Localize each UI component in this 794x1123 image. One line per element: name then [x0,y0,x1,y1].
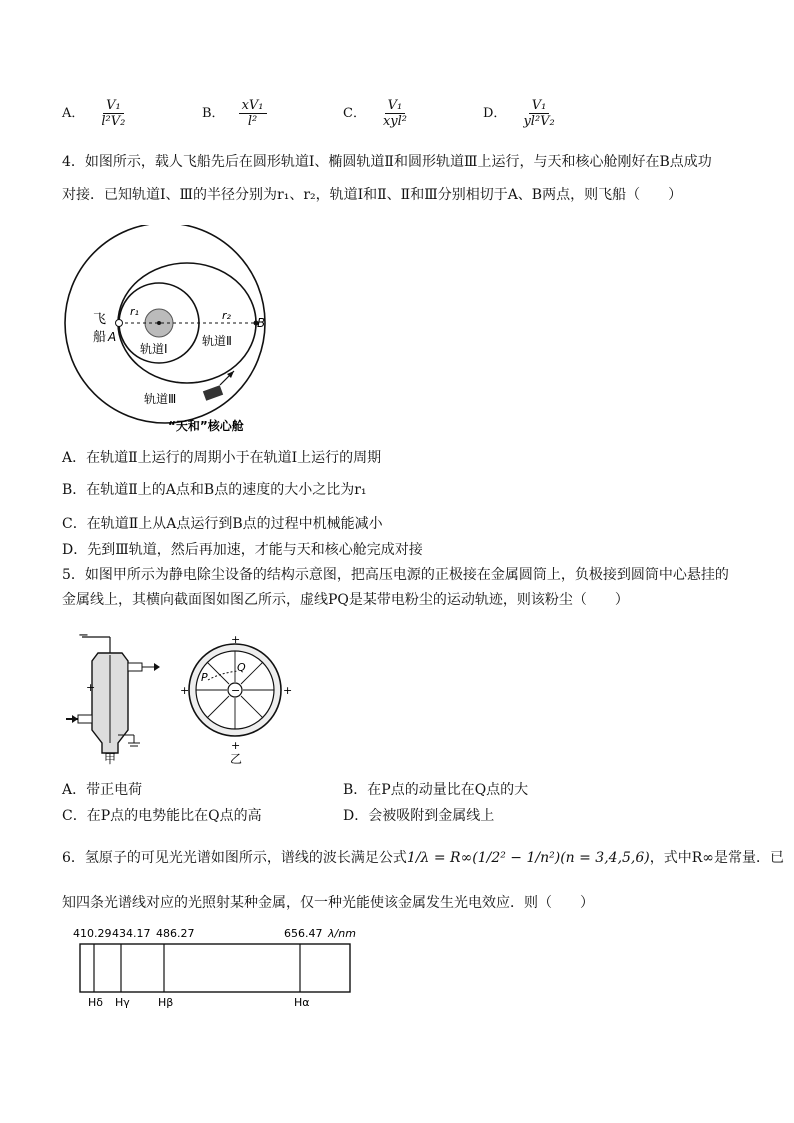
yi-plus-top: + [231,633,241,646]
yi-label: 乙 [230,752,243,765]
q3-option-d: D． $\frac{\text{V₁}}{\text{yl²V₂}}$ [483,98,555,129]
r1-label: r₁ [130,305,139,318]
q3-option-b: B． $\frac{\text{xV₁}}{\text{l²}}$ [202,98,267,129]
q4-stem-line2: 对接．已知轨道Ⅰ、Ⅲ的半径分别为r₁、r₂，轨道Ⅰ和Ⅱ、Ⅱ和Ⅲ分别相切于A、B两点，则飞船（ ） [62,187,683,203]
q3-option-a: A． $\frac{\text{V₁}}{\text{l²V₂}}$ [62,98,126,129]
space-station-icon [203,371,234,401]
wavelength-unit: λ/nm [328,927,356,940]
q5-option-d: D．会被吸附到金属线上 [343,808,495,824]
wavelength-label-3: 486.27 [156,927,195,940]
jia-label: 甲 [104,752,117,765]
yi-center-minus: − [231,684,241,697]
q5-option-c: C．在P点的电势能比在Q点的高 [62,808,262,824]
q4-option-a: A．在轨道Ⅱ上运行的周期小于在轨道Ⅰ上运行的周期 [62,450,382,466]
jia-plus-label: + [86,681,96,694]
q5-precipitator-figure [60,625,300,765]
r2-label: r₂ [222,309,231,322]
q6-formula: 1/λ = R∞(1/2² − 1/n²)(n = 3,4,5,6) [406,850,650,866]
point-q-label: Q [237,661,246,674]
q6-spectrum-figure [70,922,370,1017]
ship-icon [116,320,123,327]
q5-option-a: A．带正电荷 [62,782,143,798]
q4-option-d: D．先到Ⅲ轨道，然后再加速，才能与天和核心舱完成对接 [62,542,423,558]
q6-stem-line1: 6．氢原子的可见光光谱如图所示，谱线的波长满足公式1/λ = R∞(1/2² − 1/n²)(n = 3,4,5,6)，式中R∞是常量．已 [62,850,784,866]
q5-option-b: B．在P点的动量比在Q点的大 [343,782,529,798]
orbit1-label: 轨道Ⅰ [140,342,168,356]
point-a-label: A [108,330,117,344]
h-beta-label: Hβ [158,996,174,1009]
point-b-label: B [257,316,266,330]
q5-stem-line1: 5．如图甲所示为静电除尘设备的结构示意图，把高压电源的正极接在金属圆筒上，负极接到圆筒中心悬挂的 [62,567,729,583]
q4-option-c: C．在轨道Ⅱ上从A点运行到B点的过程中机械能减小 [62,516,383,532]
wavelength-label-2: 434.17 [112,927,151,940]
h-gamma-label: Hγ [115,996,130,1009]
q4-stem-line1: 4．如图所示，载人飞船先后在圆形轨道Ⅰ、椭圆轨道Ⅱ和圆形轨道Ⅲ上运行，与天和核心舱刚好在B点成功 [62,154,712,170]
q6-stem-line2: 知四条光谱线对应的光照射某种金属，仅一种光能使该金属发生光电效应．则（ ） [62,895,594,911]
q4-option-b: B．在轨道Ⅱ上的A点和B点的速度的大小之比为r₁ [62,482,367,498]
h-delta-label: Hδ [88,996,104,1009]
station-caption: “天和”核心舱 [168,419,244,433]
point-p-label: P [201,671,208,684]
jia-minus-label: − [78,628,89,643]
q3-option-c: C． $\frac{\text{V₁}}{\text{xyl²}}$ [343,98,407,129]
q4-orbit-figure [60,225,285,440]
q5-stem-line2: 金属线上，其横向截面图如图乙所示，虚线PQ是某带电粉尘的运动轨迹，则该粉尘（ ） [62,592,629,608]
yi-plus-bottom: + [231,739,241,752]
ship-label-1: 飞 [93,312,107,327]
orbit3-label: 轨道Ⅲ [144,392,177,406]
ship-label-2: 船 [93,330,107,345]
yi-plus-right: + [283,684,293,697]
wavelength-label-1: 410.29 [73,927,112,940]
wavelength-label-4: 656.47 [284,927,323,940]
orbit2-label: 轨道Ⅱ [202,334,232,348]
h-alpha-label: Hα [294,996,310,1009]
yi-plus-left: + [180,684,190,697]
